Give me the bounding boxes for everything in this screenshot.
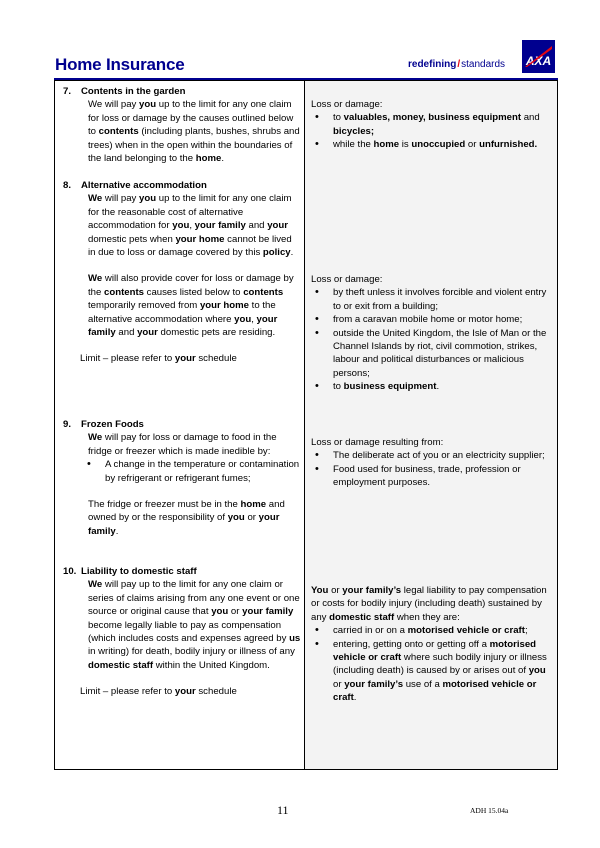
- exclusion-intro: Loss or damage resulting from:: [311, 437, 444, 448]
- section-8-heading: [63, 179, 301, 192]
- list-item: • A change in the temperature or contamination by refrigerant or refrigerant fumes;: [83, 458, 301, 485]
- exclusion-list: [311, 624, 555, 704]
- document-code: ADH 15.04a: [470, 806, 509, 815]
- section-number: 8.: [63, 180, 72, 191]
- section-title: Frozen Foods: [81, 419, 144, 430]
- list-item: • while the home is unoccupied or unfurnished.: [311, 138, 555, 151]
- list-item: • entering, getting onto or getting off a motorised vehicle or craft where such bodily injury or illness (including death) is caused by or arises out of you or your family’s use of a motorised vehicle or craft.: [311, 638, 555, 705]
- exclusion-intro: Loss or damage:: [311, 274, 383, 285]
- section-7-right: [311, 98, 555, 152]
- section-9-list: [83, 458, 301, 485]
- page-number: 11: [277, 803, 289, 817]
- section-8-right: [311, 273, 555, 394]
- section-number: 9.: [63, 419, 72, 430]
- section-10-limit: Limit – please refer to your schedule: [80, 686, 237, 698]
- tagline-standards: standards: [461, 59, 506, 70]
- exclusion-list: [311, 286, 555, 393]
- section-title: Contents in the garden: [81, 86, 186, 97]
- list-item: • carried in or on a motorised vehicle or craft;: [311, 624, 555, 637]
- section-9-left: [63, 418, 301, 538]
- section-title: Alternative accommodation: [81, 180, 207, 191]
- page-title: Home Insurance: [55, 55, 185, 74]
- exclusion-intro: Loss or damage:: [311, 99, 383, 110]
- exclusion-list: [311, 111, 555, 151]
- list-item: • Food used for business, trade, profession or employment purposes.: [311, 463, 555, 490]
- section-7-text: We will pay you up to the limit for any one claim for loss or damage by the causes outlined below to contents (including plants, bushes, shrubs and trees) when in the open within the boundaries of the land belonging to the home.: [88, 99, 300, 165]
- section-10-heading: [63, 565, 301, 578]
- section-10-right: [311, 584, 555, 705]
- tagline-redefining: redefining: [408, 59, 457, 70]
- section-8-left: [63, 179, 301, 366]
- list-item: • by theft unless it involves forcible and violent entry to or exit from a building;: [311, 286, 555, 313]
- cover-table: [54, 80, 558, 770]
- axa-logo: [522, 40, 555, 73]
- list-item: • to business equipment.: [311, 380, 555, 393]
- section-7-heading: [63, 85, 301, 98]
- section-9-heading: [63, 418, 301, 431]
- section-7-left: [63, 85, 301, 165]
- section-8-text-1: We will pay you up to the limit for any one claim for the reasonable cost of alternative accommodation for you, your family and your domestic pets when your home cannot be lived in due to loss or damage covered by this policy.: [88, 193, 294, 259]
- page-header: [54, 50, 558, 78]
- section-8-text-2: We will also provide cover for loss or damage by the contents causes listed below to contents temporarily removed from your home to the alternative accommodation where you, your family and your domestic pets are residing.: [88, 273, 294, 339]
- exclusion-list: [311, 449, 555, 489]
- list-item: • outside the United Kingdom, the Isle of Man or the Channel Islands by riot, civil commotion, strikes, labour and political disturbances or malicious persons;: [311, 327, 555, 381]
- list-item: • The deliberate act of you or an electricity supplier;: [311, 449, 555, 462]
- brand-tagline: [408, 59, 505, 70]
- axa-logo-icon: [522, 40, 555, 73]
- axa-logo-text: AXA: [525, 54, 552, 68]
- section-8-limit: Limit – please refer to your schedule: [80, 353, 237, 365]
- list-item: • to valuables, money, business equipment and bicycles;: [311, 111, 555, 138]
- section-title: Liability to domestic staff: [81, 566, 197, 577]
- exclusion-intro: You or your family’s legal liability to pay compensation or costs for bodily injury (including death) sustained by any domestic staff when they are:: [311, 585, 547, 623]
- tagline-slash: /: [457, 59, 461, 70]
- section-number: 10.: [63, 566, 77, 577]
- section-10-text: We will pay up to the limit for any one claim or series of claims arising from any one event or one source or original cause that you or your family become legally liable to pay as compensation (which includes costs and expenses agreed by us in writing) for death, bodily injury or illness of any domestic staff within the United Kingdom.: [88, 579, 301, 671]
- list-item: • from a caravan mobile home or motor home;: [311, 313, 555, 326]
- section-9-text-2: The fridge or freezer must be in the home and owned by or the responsibility of you or your family.: [88, 499, 285, 537]
- section-9-right: [311, 436, 555, 490]
- section-number: 7.: [63, 86, 72, 97]
- section-10-left: [63, 565, 301, 699]
- section-9-text-1: We will pay for loss or damage to food in the fridge or freezer which is made inedible by:: [88, 432, 277, 457]
